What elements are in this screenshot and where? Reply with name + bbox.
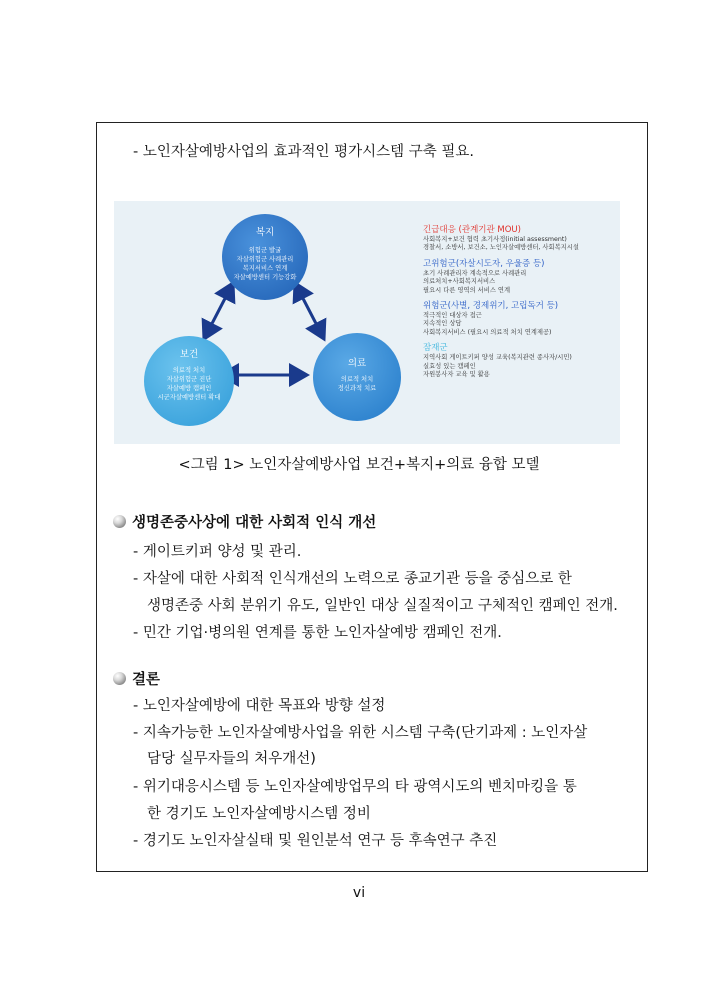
section1-item: - 자살에 대한 사회적 인식개선의 노력으로 종교기관 등을 중심으로 한 bbox=[133, 571, 572, 587]
section2-item: - 노인자살예방에 대한 목표와 방향 설정 bbox=[133, 698, 386, 714]
legend-emergency-heading: 긴급대응 (관계기관 MOU) bbox=[423, 225, 521, 235]
health-title: 보건 bbox=[179, 349, 199, 360]
welfare-circle: 복지 위험군 발굴 자살위험군 사례관리 복지서비스 연계 자살예방센터 기능강화 bbox=[222, 214, 308, 300]
medical-circle: 의료 의료적 처치 정신과적 치료 bbox=[313, 333, 401, 421]
section2-item: - 지속가능한 노인자살예방사업을 위한 시스템 구축(단기과제 : 노인자살 bbox=[133, 725, 588, 741]
legend-risk-heading: 위험군(사별, 경제위기, 고립독거 등) bbox=[423, 301, 559, 312]
health-circle: 보건 의료적 처치 자살위험군 진단 자살예방 캠페인 시군자살예방센터 확대 bbox=[144, 336, 234, 426]
section2-item: 담당 실무자들의 처우개선) bbox=[147, 751, 316, 767]
legend-high-risk-heading: 고위험군(자살시도자, 우울증 등) bbox=[423, 258, 545, 269]
figure-fusion-model bbox=[114, 201, 620, 444]
section1-item: 생명존중 사회 분위기 유도, 일반인 대상 실질적이고 구체적인 캠페인 전개. bbox=[147, 598, 618, 614]
bullet-icon bbox=[113, 515, 126, 528]
section1-heading: 생명존중사상에 대한 사회적 인식 개선 bbox=[132, 514, 377, 531]
figure-caption: <그림 1> 노인자살예방사업 보건+복지+의료 융합 모델 bbox=[178, 457, 540, 473]
section1-item: - 게이트키퍼 양성 및 관리. bbox=[133, 544, 302, 560]
arrow-welfare-medical bbox=[295, 283, 324, 339]
figure-legend: 긴급대응 (관계기관 MOU) 사회복지+보건 협력 초기사정(initial assessment) 경찰서, 소방서, 보건소, 노인자살예방센터, 사회복지시설 고위험군(자살시도자, 우울증 등) 초기 사례관리자 계속적으로 사례관리 의료처치+사회복지서비스 필요시 다른 영역의 서비스 연계 위험군(사별, 경제위기, 고립독거 등) 적극적인 대상자 접근 지속적인 상담 사회복지서비스 (필요시 의료적 처치 연계제공) 잠재군 지역사회 게이트키퍼 양성 교육(복지관련 종사자/시민) 실효성 있는 캠페인 자원봉사자 교육 및 활용 bbox=[423, 225, 618, 379]
section1-item: - 민간 기업·병의원 연계를 통한 노인자살예방 캠페인 전개. bbox=[133, 625, 502, 641]
page-number: vi bbox=[352, 885, 366, 901]
section2-heading: 결론 bbox=[132, 671, 161, 688]
arrow-welfare-health bbox=[204, 283, 233, 339]
welfare-title: 복지 bbox=[255, 227, 275, 238]
section2-item: - 경기도 노인자살실태 및 원인분석 연구 등 후속연구 추진 bbox=[133, 833, 498, 849]
intro-line: - 노인자살예방사업의 효과적인 평가시스템 구축 필요. bbox=[133, 144, 475, 160]
bullet-icon bbox=[113, 672, 126, 685]
section2-item: - 위기대응시스템 등 노인자살예방업무의 타 광역시도의 벤치마킹을 통 bbox=[133, 779, 577, 795]
section2-item: 한 경기도 노인자살예방시스템 정비 bbox=[147, 806, 371, 822]
medical-title: 의료 bbox=[347, 358, 367, 369]
legend-potential-heading: 잠재군 bbox=[423, 343, 448, 354]
